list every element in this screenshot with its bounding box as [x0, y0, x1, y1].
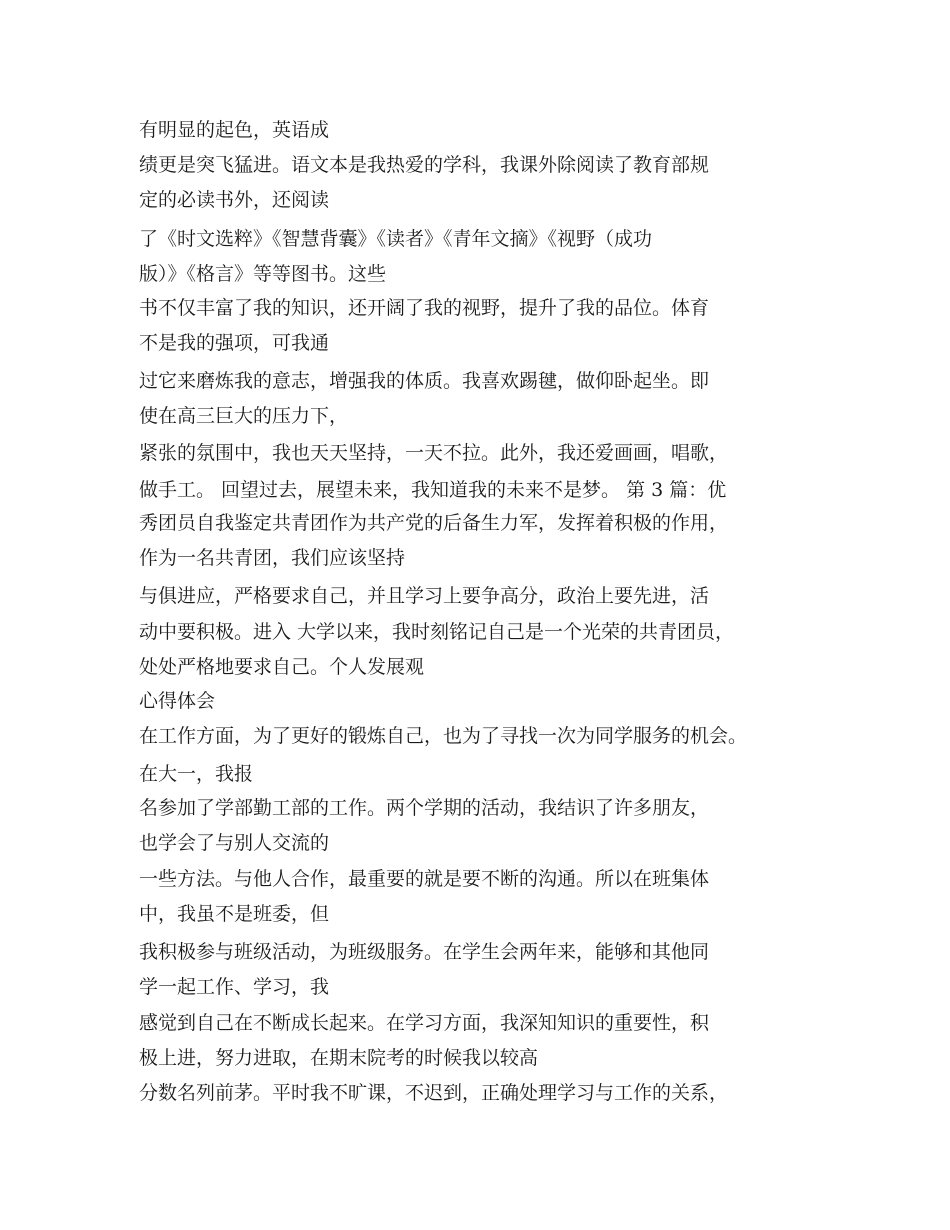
text-line: 与俱进应，严格要求自己，并且学习上要争高分，政治上要先进，活 — [139, 585, 710, 607]
text-line: 做手工。 回望过去，展望未来，我知道我的未来不是梦。 第 3 篇：优 — [139, 479, 727, 501]
text-line: 我积极参与班级活动，为班级服务。在学生会两年来，能够和其他同 — [139, 941, 710, 963]
text-line: 在工作方面，为了更好的锻炼自己，也为了寻找一次为同学服务的机会。 — [139, 725, 748, 747]
text-line: 名参加了学部勤工部的工作。两个学期的活动，我结识了许多朋友， — [139, 797, 710, 819]
text-line: 版）》《格言》等等图书。这些 — [139, 263, 387, 285]
text-line: 中，我虽不是班委，但 — [139, 903, 330, 925]
text-line: 绩更是突飞猛进。语文本是我热爱的学科，我课外除阅读了教育部规 — [139, 154, 710, 176]
text-line: 在大一，我报 — [139, 763, 254, 785]
text-line: 心得体会 — [139, 690, 216, 712]
text-line: 一些方法。与他人合作，最重要的就是要不断的沟通。所以在班集体 — [139, 868, 710, 890]
text-line: 了《时文选粹》《智慧背囊》《读者》《青年文摘》《视野（成功 — [139, 228, 653, 250]
text-line: 过它来磨炼我的意志，增强我的体质。我喜欢踢毽，做仰卧起坐。即 — [139, 370, 710, 392]
text-line: 分数名列前茅。平时我不旷课，不迟到，正确处理学习与工作的关系， — [139, 1082, 729, 1104]
text-line: 紧张的氛围中，我也天天坚持，一天不拉。此外，我还爱画画，唱歌， — [139, 442, 729, 464]
text-line: 感觉到自己在不断成长起来。在学习方面，我深知知识的重要性，积 — [139, 1012, 710, 1034]
text-line: 定的必读书外，还阅读 — [139, 189, 330, 211]
text-line: 使在高三巨大的压力下， — [139, 405, 349, 427]
text-line: 极上进，努力进取，在期末院考的时候我以较高 — [139, 1047, 539, 1069]
text-line: 学一起工作、学习，我 — [139, 976, 330, 998]
text-line: 书不仅丰富了我的知识，还开阔了我的视野，提升了我的品位。体育 — [139, 297, 710, 319]
text-line: 也学会了与别人交流的 — [139, 832, 330, 854]
text-line: 有明显的起色，英语成 — [139, 119, 330, 141]
text-line: 不是我的强项，可我通 — [139, 332, 330, 354]
text-line: 处处严格地要求自己。个人发展观 — [139, 656, 425, 678]
text-line: 秀团员自我鉴定共青团作为共产党的后备生力军，发挥着积极的作用， — [139, 512, 729, 534]
text-line: 作为一名共青团，我们应该坚持 — [139, 547, 406, 569]
text-line: 动中要积极。进入 大学以来，我时刻铭记自己是一个光荣的共青团员， — [139, 621, 735, 643]
